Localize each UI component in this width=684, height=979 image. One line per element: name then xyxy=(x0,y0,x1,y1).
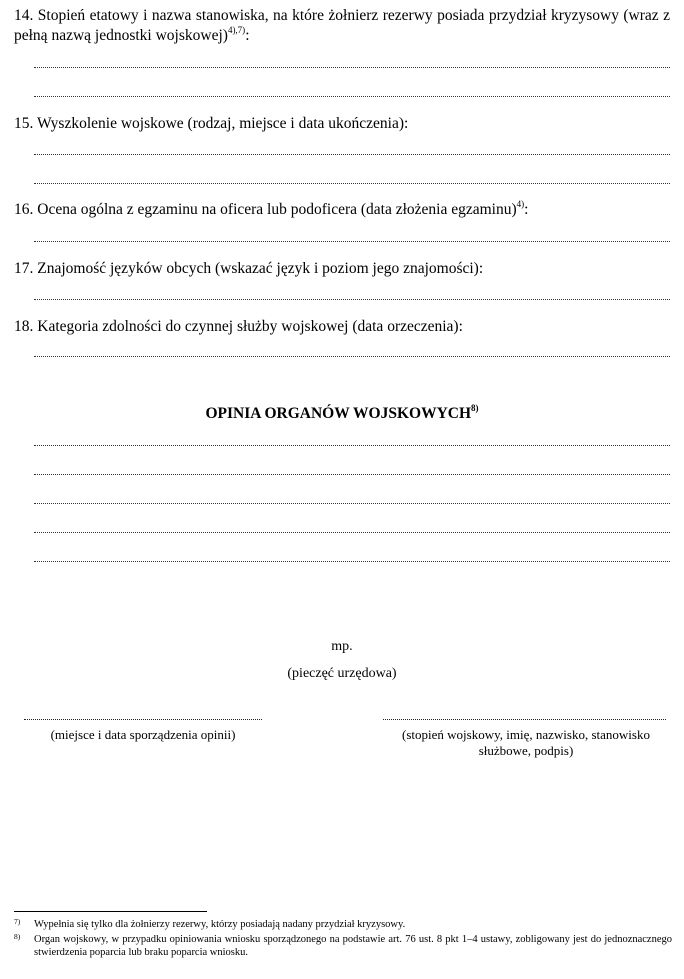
question-16-suffix: : xyxy=(524,201,529,218)
answer-line-17[interactable] xyxy=(34,299,670,300)
opinion-heading xyxy=(0,404,684,424)
signature-line[interactable] xyxy=(383,719,666,720)
footnote-7 xyxy=(14,918,672,931)
question-16-text: 16. Ocena ogólna z egzaminu na oficera lub podoficera (data złożenia egzaminu) xyxy=(14,201,517,218)
question-15-text: 15. Wyszkolenie wojskowe (rodzaj, miejsce i data ukończenia): xyxy=(14,115,409,132)
opinion-line-2[interactable] xyxy=(34,474,670,475)
question-18 xyxy=(14,317,670,337)
footnote-8-text: Organ wojskowy, w przypadku opiniowania wniosku sporządzonego na podstawie art. 76 ust. 8 pkt 1–4 ustawy, zobligowany jest do jednoznacznego stwierdzenia poparcia lub braku poparcia wniosku. xyxy=(34,934,672,958)
question-16-footnote-ref: 4) xyxy=(516,198,525,209)
footnote-separator xyxy=(14,911,207,912)
opinion-footnote-ref: 8) xyxy=(471,402,479,413)
place-date-caption: (miejsce i data sporządzenia opinii) xyxy=(50,727,236,742)
question-17-text: 17. Znajomość języków obcych (wskazać język i poziom jego znajomości): xyxy=(14,260,484,277)
question-16 xyxy=(14,200,670,220)
question-14 xyxy=(14,6,670,46)
answer-line-16[interactable] xyxy=(34,241,670,242)
question-14-footnote-ref: 4),7) xyxy=(227,24,246,35)
opinion-title: OPINIA ORGANÓW WOJSKOWYCH xyxy=(205,405,472,422)
opinion-line-3[interactable] xyxy=(34,503,670,504)
stamp-label: (pieczęć urzędowa) xyxy=(287,666,397,681)
footnote-8-mark: 8) xyxy=(14,932,21,941)
answer-line-14a[interactable] xyxy=(34,67,670,68)
signature-caption: (stopień wojskowy, imię, nazwisko, stanowisko służbowe, podpis) xyxy=(402,727,650,758)
answer-line-15a[interactable] xyxy=(34,154,670,155)
answer-line-14b[interactable] xyxy=(34,96,670,97)
opinion-line-1[interactable] xyxy=(34,445,670,446)
place-date-line[interactable] xyxy=(24,719,262,720)
question-17 xyxy=(14,259,670,279)
question-14-suffix: : xyxy=(245,27,250,44)
opinion-line-5[interactable] xyxy=(34,561,670,562)
stamp-mp: mp. xyxy=(331,639,353,654)
footnote-8 xyxy=(14,933,672,959)
answer-line-15b[interactable] xyxy=(34,183,670,184)
question-18-text: 18. Kategoria zdolności do czynnej służby wojskowej (data orzeczenia): xyxy=(14,318,463,335)
footnote-7-text: Wypełnia się tylko dla żołnierzy rezerwy, którzy posiadają nadany przydział kryzysowy. xyxy=(34,919,406,930)
footnote-7-mark: 7) xyxy=(14,917,21,926)
opinion-line-4[interactable] xyxy=(34,532,670,533)
question-14-text: 14. Stopień etatowy i nazwa stanowiska, na które żołnierz rezerwy posiada przydział kryzysowy (wraz z pełną nazwą jednostki wojskowej) xyxy=(14,7,670,44)
answer-line-18[interactable] xyxy=(34,356,670,357)
question-15 xyxy=(14,114,670,134)
